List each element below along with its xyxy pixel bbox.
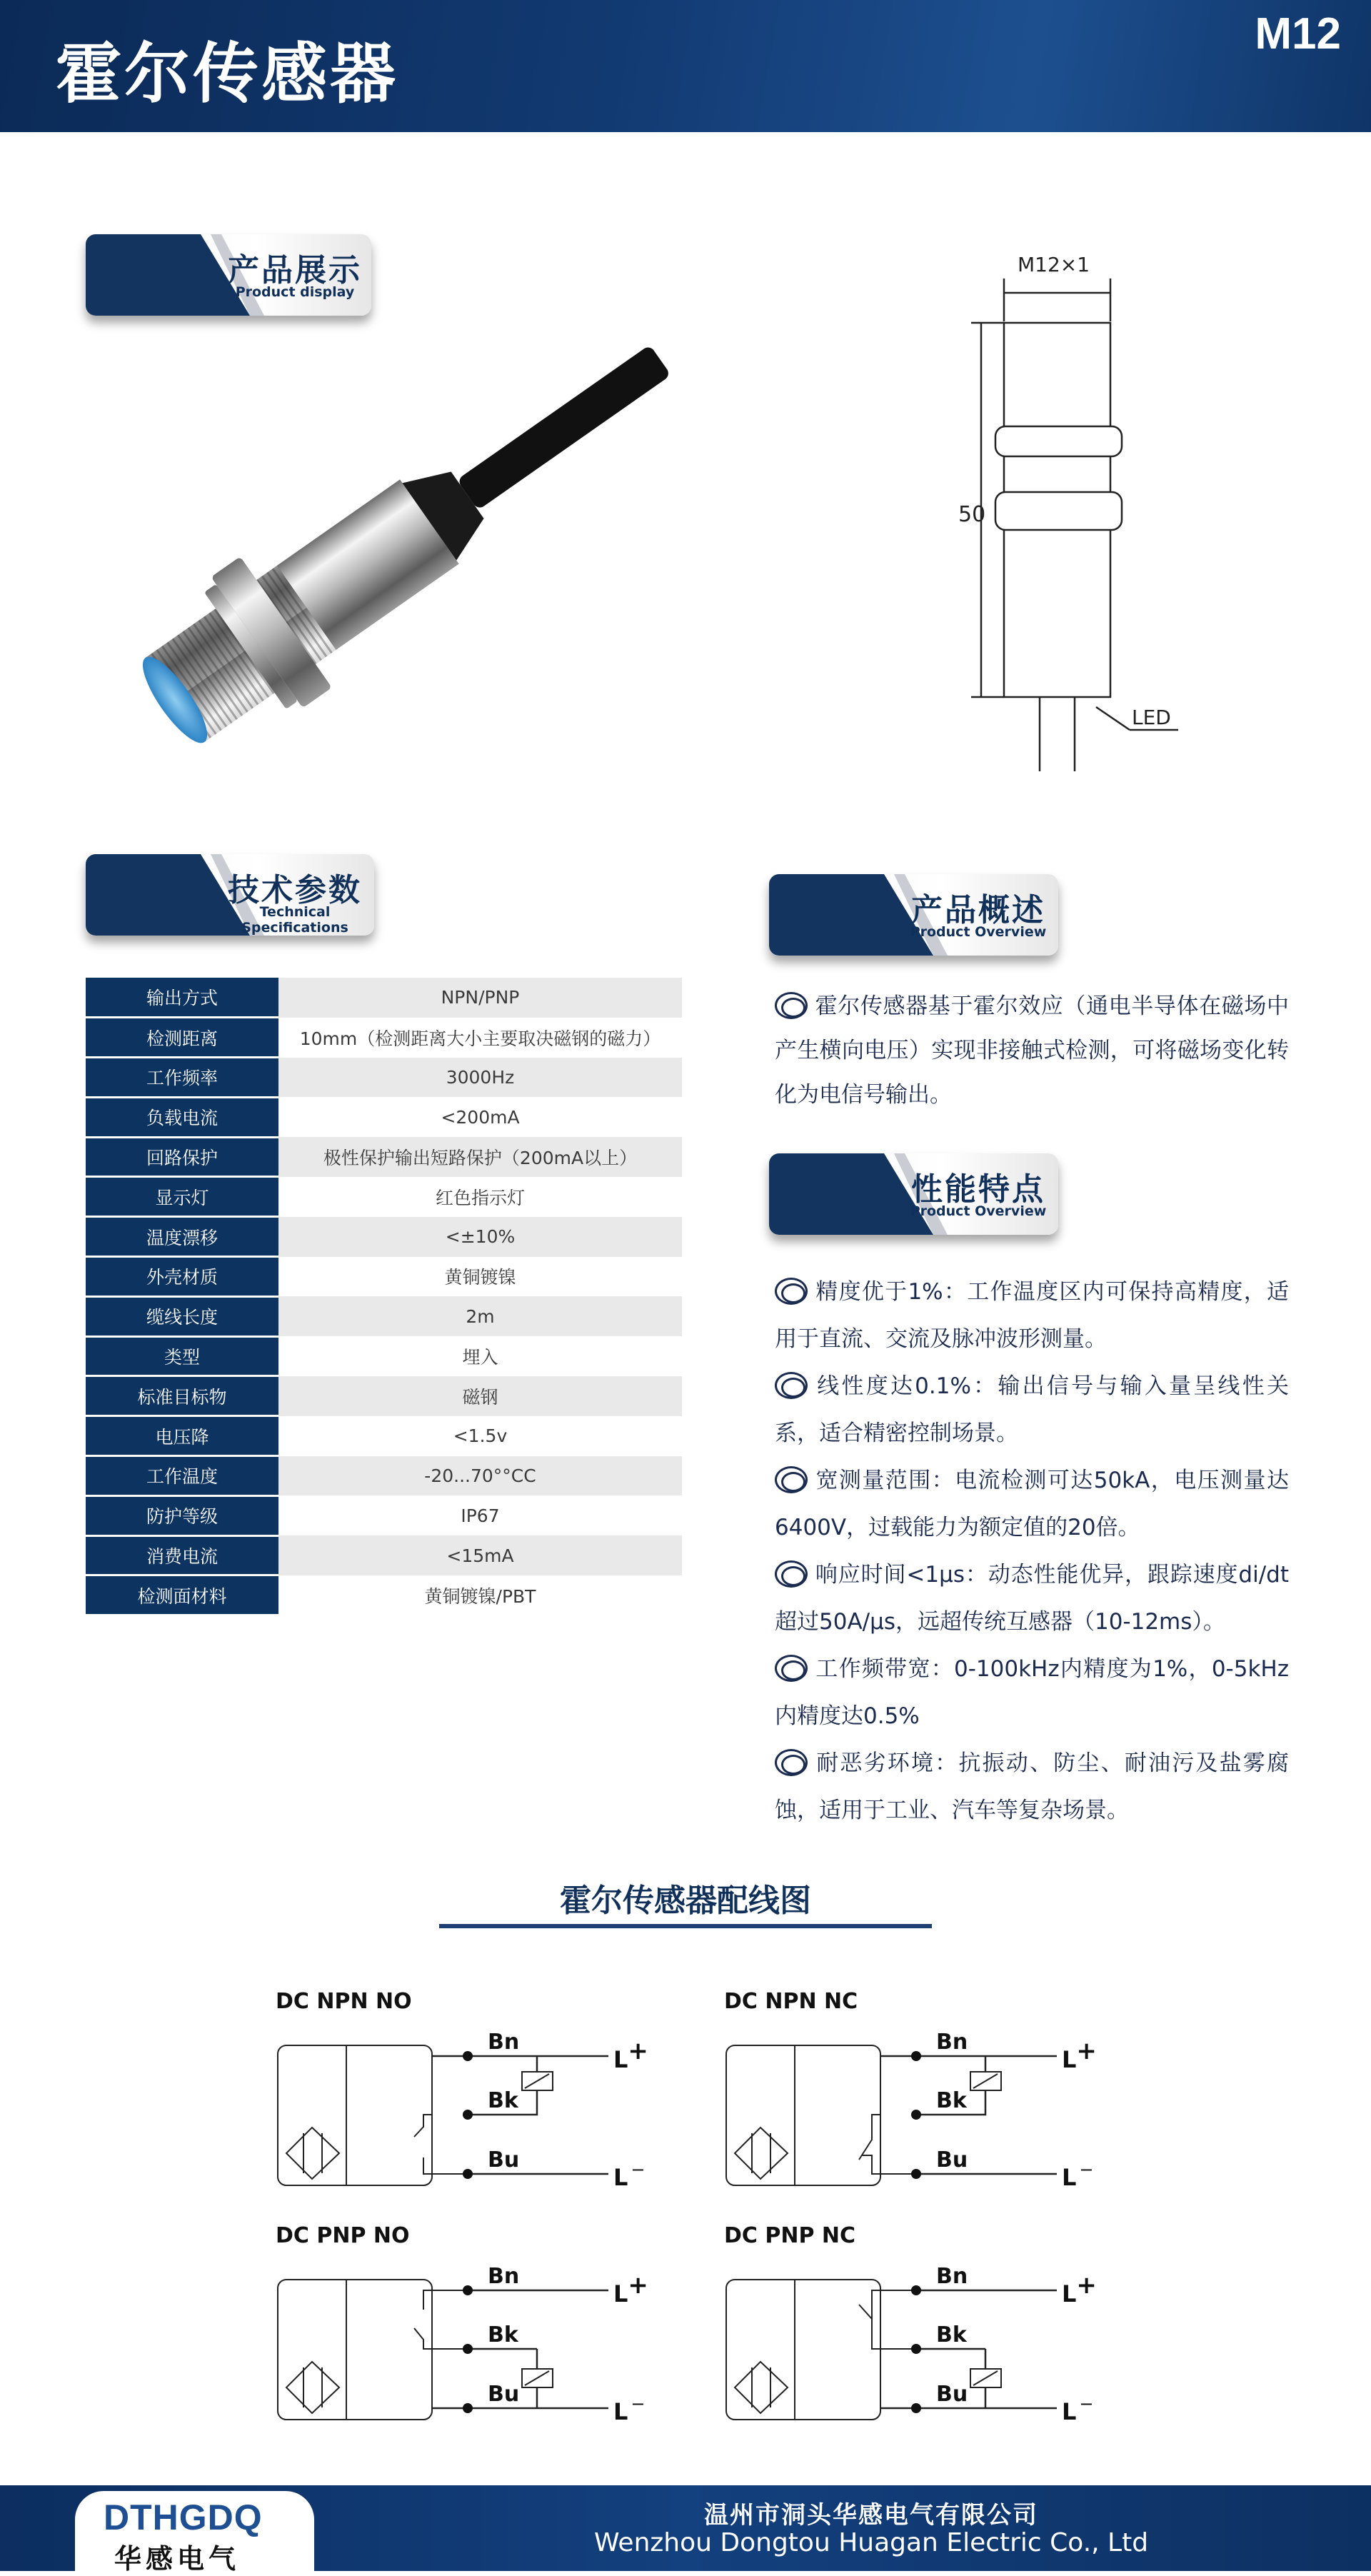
feature-item bbox=[775, 1268, 1289, 1363]
spec-value: 2m bbox=[278, 1296, 682, 1336]
wire-label-bn: Bn bbox=[936, 2030, 968, 2055]
wiring-diagram-npn-no bbox=[257, 1985, 671, 2200]
feature-text: 耐恶劣环境：抗振动、防尘、耐油污及盐雾腐蚀，适用于工业、汽车等复杂场景。 bbox=[775, 1750, 1289, 1823]
l-minus-label: L − bbox=[1062, 2394, 1094, 2425]
spec-label: 输出方式 bbox=[86, 978, 278, 1018]
model-label: M12 bbox=[1255, 9, 1341, 59]
wiring-diagram-npn-nc bbox=[705, 1985, 1120, 2200]
spec-value: <1.5v bbox=[453, 1425, 508, 1447]
terminal-dots bbox=[911, 2285, 921, 2413]
sensor-box bbox=[726, 2280, 880, 2420]
wiring-title-underline bbox=[439, 1924, 932, 1928]
section-subtitle: Product Overview bbox=[910, 1203, 1047, 1219]
l-plus-label: L+ bbox=[613, 2271, 648, 2307]
sensor-box bbox=[278, 2280, 432, 2420]
wire-label-bk: Bk bbox=[936, 2322, 967, 2347]
overview-text: 霍尔传感器基于霍尔效应（通电半导体在磁场中产生横向电压）实现非接触式检测，可将磁场变化转化为电信号输出。 bbox=[775, 993, 1289, 1108]
spec-row bbox=[86, 1376, 682, 1416]
logo-cn: 华感电气 bbox=[114, 2543, 241, 2575]
spec-row bbox=[86, 1296, 682, 1336]
spec-label: 类型 bbox=[86, 1336, 278, 1376]
wire-label-bn: Bn bbox=[488, 2264, 520, 2289]
spec-value: <±10% bbox=[278, 1217, 682, 1257]
hall-sensor-icon bbox=[735, 2362, 788, 2413]
diagram-title: DC NPN NC bbox=[724, 1989, 858, 2014]
wire-label-bn: Bn bbox=[488, 2030, 520, 2055]
feature-item bbox=[775, 1551, 1289, 1645]
double-circle-icon bbox=[775, 1749, 808, 1776]
wire-label-bu: Bu bbox=[488, 2147, 520, 2172]
section-header-product-display bbox=[86, 234, 371, 316]
feature-text: 宽测量范围：电流检测可达50kA，电压测量达6400V，过载能力为额定值的20倍。 bbox=[775, 1468, 1289, 1540]
spec-row bbox=[86, 1336, 682, 1376]
spec-label: 消费电流 bbox=[86, 1535, 278, 1575]
spec-value: NPN/PNP bbox=[278, 978, 682, 1018]
product-image bbox=[0, 343, 785, 800]
l-plus-label: L+ bbox=[1062, 2271, 1097, 2307]
l-minus-label: L − bbox=[1062, 2160, 1094, 2191]
spec-label: 缆线长度 bbox=[86, 1296, 278, 1336]
feature-item bbox=[775, 1645, 1289, 1740]
terminal-dots bbox=[463, 2285, 473, 2413]
l-minus-label: L − bbox=[613, 2160, 646, 2191]
wire-label-bu: Bu bbox=[936, 2147, 968, 2172]
hall-sensor-icon bbox=[286, 2128, 339, 2179]
spec-row bbox=[86, 1416, 682, 1456]
section-subtitle: Product Overview bbox=[910, 924, 1047, 940]
spec-label: 工作频率 bbox=[86, 1058, 278, 1098]
spec-value: <200mA bbox=[441, 1106, 520, 1128]
spec-row bbox=[86, 978, 682, 1018]
company-name-cn: 温州市洞头华感电气有限公司 bbox=[704, 2501, 1038, 2530]
double-circle-icon bbox=[775, 1466, 808, 1493]
spec-label: 检测面材料 bbox=[86, 1575, 278, 1615]
section-header-overview bbox=[769, 874, 1058, 956]
spec-value: 磁钢 bbox=[278, 1376, 682, 1416]
company-logo bbox=[75, 2491, 314, 2575]
spec-value: -20...70°°CC bbox=[278, 1456, 682, 1496]
feature-text: 精度优于1%：工作温度区内可保持高精度，适用于直流、交流及脉冲波形测量。 bbox=[775, 1279, 1289, 1352]
double-circle-icon bbox=[775, 1372, 808, 1399]
section-header-features bbox=[769, 1153, 1058, 1235]
double-circle-icon bbox=[775, 1278, 808, 1305]
terminal-dots bbox=[911, 2051, 921, 2179]
terminal-dots bbox=[463, 2051, 473, 2179]
sensor-box bbox=[278, 2045, 432, 2185]
spec-label: 工作温度 bbox=[86, 1456, 278, 1496]
page-title: 霍尔传感器 bbox=[56, 36, 399, 112]
double-circle-icon bbox=[775, 1560, 808, 1588]
spec-value: 10mm（检测距离大小主要取决磁钢的磁力） bbox=[299, 1028, 661, 1049]
feature-item bbox=[775, 1740, 1289, 1834]
spec-label: 负载电流 bbox=[86, 1097, 278, 1137]
double-circle-icon bbox=[775, 1655, 808, 1682]
spec-row bbox=[86, 1535, 682, 1575]
spec-value: 3000Hz bbox=[278, 1058, 682, 1098]
spec-label: 标准目标物 bbox=[86, 1376, 278, 1416]
spec-value: 极性保护输出短路保护（200mA以上） bbox=[278, 1137, 682, 1177]
sensor-box bbox=[726, 2045, 880, 2185]
hall-sensor-icon bbox=[735, 2128, 788, 2179]
wire-label-bn: Bn bbox=[936, 2264, 968, 2289]
double-circle-icon bbox=[775, 992, 808, 1019]
section-header-tech-specs bbox=[86, 854, 374, 936]
section-subtitle: Technical Specifications bbox=[241, 904, 348, 936]
spec-value: 埋入 bbox=[462, 1347, 498, 1368]
section-subtitle: Product display bbox=[235, 284, 355, 300]
thread-label: M12×1 bbox=[1018, 253, 1090, 276]
hall-sensor-icon bbox=[286, 2362, 339, 2413]
spec-row bbox=[86, 1257, 682, 1297]
spec-row bbox=[86, 1137, 682, 1177]
feature-item bbox=[775, 1457, 1289, 1551]
section-title: 产品展示 bbox=[228, 252, 362, 289]
spec-value: 黄铜镀镍 bbox=[444, 1267, 516, 1288]
spec-row bbox=[86, 1456, 682, 1496]
spec-row bbox=[86, 1097, 682, 1137]
section-title: 产品概述 bbox=[911, 892, 1045, 928]
spec-label: 防护等级 bbox=[86, 1495, 278, 1535]
logo-text: DTHGDQ bbox=[104, 2497, 263, 2537]
section-title: 性能特点 bbox=[911, 1171, 1045, 1208]
feature-text: 响应时间<1μs：动态性能优异，跟踪速度di/dt超过50A/μs，远超传统互感器（10-12ms）。 bbox=[775, 1562, 1289, 1635]
company-name-en: Wenzhou Dongtou Huagan Electric Co., Ltd bbox=[593, 2528, 1149, 2557]
spec-row bbox=[86, 1575, 682, 1615]
spec-label: 外壳材质 bbox=[86, 1257, 278, 1297]
section-title: 技术参数 bbox=[228, 872, 362, 908]
led-label: LED bbox=[1132, 706, 1171, 729]
wiring-title: 霍尔传感器配线图 bbox=[560, 1883, 811, 1919]
spec-label: 回路保护 bbox=[86, 1137, 278, 1177]
wire-label-bk: Bk bbox=[488, 2322, 518, 2347]
wiring-diagram-pnp-no bbox=[257, 2220, 671, 2434]
wiring-diagram-pnp-nc bbox=[705, 2220, 1120, 2434]
l-plus-label: L+ bbox=[1062, 2037, 1097, 2073]
diagram-title: DC PNP NC bbox=[724, 2223, 856, 2248]
spec-row bbox=[86, 1495, 682, 1535]
wire-label-bu: Bu bbox=[488, 2382, 520, 2407]
spec-label: 温度漂移 bbox=[86, 1217, 278, 1257]
diagram-title: DC PNP NO bbox=[276, 2223, 410, 2248]
spec-value: 红色指示灯 bbox=[435, 1187, 525, 1208]
spec-row bbox=[86, 1177, 682, 1217]
wire-label-bk: Bk bbox=[488, 2088, 518, 2113]
spec-label: 检测距离 bbox=[86, 1018, 278, 1058]
spec-value: 黄铜镀镍/PBT bbox=[424, 1585, 536, 1607]
specs-table bbox=[86, 978, 682, 1616]
wire-label-bu: Bu bbox=[936, 2382, 968, 2407]
spec-row bbox=[86, 1018, 682, 1058]
l-minus-label: L − bbox=[613, 2394, 646, 2425]
spec-label: 电压降 bbox=[86, 1416, 278, 1456]
spec-row bbox=[86, 1217, 682, 1257]
length-label: 50 bbox=[958, 502, 986, 527]
overview-paragraph bbox=[775, 984, 1289, 1117]
feature-text: 工作频带宽：0-100kHz内精度为1%，0-5kHz内精度达0.5% bbox=[775, 1656, 1289, 1729]
spec-label: 显示灯 bbox=[86, 1177, 278, 1217]
features-list bbox=[775, 1268, 1289, 1834]
l-plus-label: L+ bbox=[613, 2037, 648, 2073]
spec-row bbox=[86, 1058, 682, 1098]
spec-value: IP67 bbox=[461, 1505, 500, 1526]
feature-text: 线性度达0.1%：输出信号与输入量呈线性关系，适合精密控制场景。 bbox=[775, 1373, 1289, 1446]
diagram-title: DC NPN NO bbox=[276, 1989, 412, 2014]
spec-value: <15mA bbox=[278, 1535, 682, 1575]
feature-item bbox=[775, 1363, 1289, 1457]
dimension-drawing bbox=[943, 250, 1214, 778]
wire-label-bk: Bk bbox=[936, 2088, 967, 2113]
